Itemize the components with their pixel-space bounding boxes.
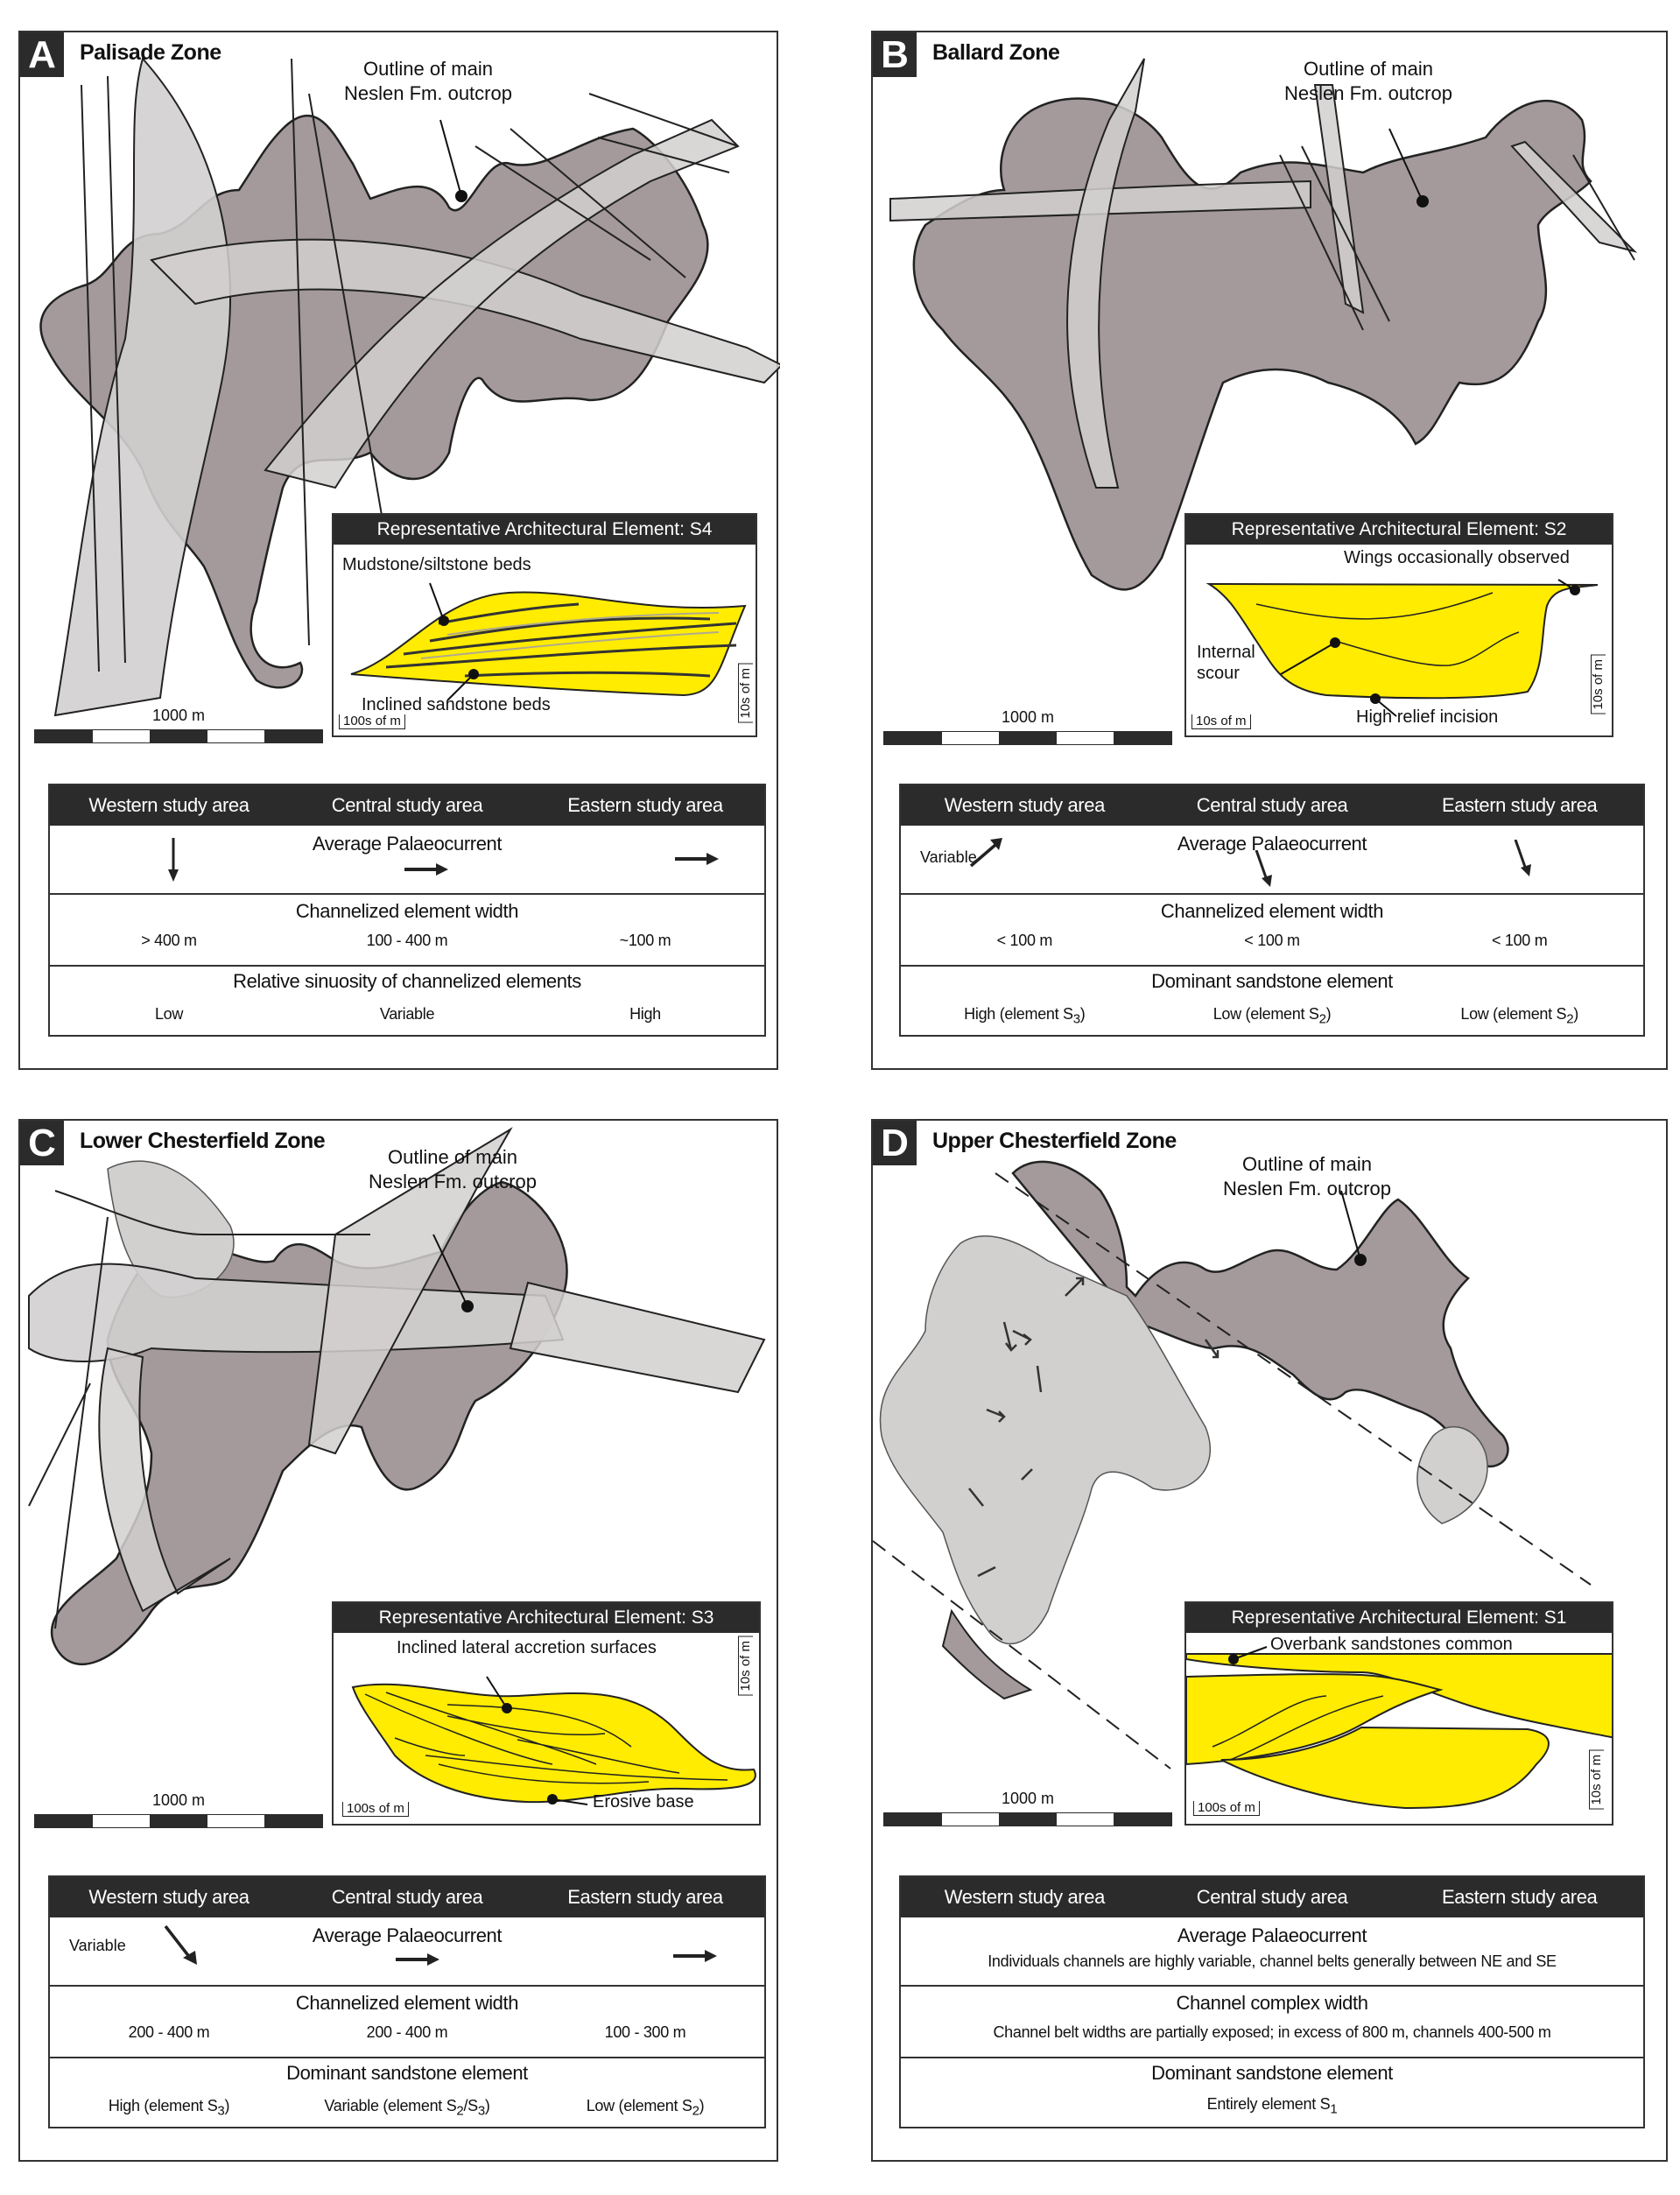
architectural-element-box	[1184, 1601, 1613, 1826]
scalebar: 1000 m	[34, 1791, 323, 1830]
width-row: Channelized element width 200 - 400 m 200 - 400 m 100 - 300 m	[50, 1985, 764, 2057]
element-label: High relief incision	[1356, 707, 1499, 727]
panel-letter-badge: A	[20, 32, 64, 77]
palaeocurrent-row: Average Palaeocurrent Individuals channels are highly variable, channel belts generally between NE and SE	[988, 1924, 1557, 1970]
sinuosity-row: Relative sinuosity of channelized elements Low Variable High	[50, 965, 764, 1035]
summary-table	[48, 1875, 766, 2128]
element-s1-diagram	[1186, 1633, 1613, 1826]
scalebar: 1000 m	[883, 708, 1172, 747]
zone-title: Palisade Zone	[80, 40, 221, 65]
arrow-east-icon	[675, 852, 721, 866]
variable-note: Variable	[69, 1937, 126, 1954]
panel-letter-badge: D	[873, 1121, 917, 1165]
outcrop-label: Outline of main Neslen Fm. outcrop	[344, 58, 512, 104]
summary-table	[899, 1875, 1645, 2128]
dominant-element-row: Dominant sandstone element High (element $S_3$) Variable (element $S_2/S_3$) Low (element $S_2$)	[50, 2057, 764, 2127]
horizontal-scale: 100s of m	[339, 714, 405, 729]
arrow-east-icon	[404, 862, 450, 876]
architectural-element-box	[332, 513, 757, 737]
width-row: Channel complex width Channel belt widths are partially exposed; in excess of 800 m, channels 400-500 m	[901, 1985, 1643, 2057]
outcrop-label: Outline of main Neslen Fm. outcrop	[1223, 1153, 1391, 1200]
summary-table	[899, 784, 1645, 1037]
horizontal-scale: 100s of m	[342, 1802, 409, 1817]
scalebar: 1000 m	[883, 1790, 1172, 1828]
arrow-south-southeast-icon	[1514, 840, 1535, 878]
element-header: Representative Architectural Element: S1	[1186, 1603, 1612, 1633]
vertical-scale: 10s of m	[738, 664, 753, 723]
arrow-south-southeast-icon	[1255, 850, 1276, 889]
arrow-east-icon	[673, 1949, 719, 1963]
element-label: Mudstone/siltstone beds	[342, 555, 531, 574]
panel-letter-badge: C	[20, 1121, 64, 1165]
element-header: Representative Architectural Element: S3	[334, 1603, 759, 1633]
table-header: Western study area Central study area Eastern study area	[50, 785, 764, 826]
dominant-element-row: Dominant sandstone element High (element $S_3$) Low (element $S_2$) Low (element $S_2$)	[901, 965, 1643, 1035]
panel-b-ballard-zone	[871, 31, 1668, 1070]
arrow-south-icon	[166, 838, 180, 883]
outcrop-label: Outline of main Neslen Fm. outcrop	[369, 1146, 537, 1192]
panel-c-lower-chesterfield-zone	[18, 1119, 778, 2162]
horizontal-scale: 100s of m	[1193, 1801, 1260, 1816]
vertical-scale: 10s of m	[1591, 655, 1606, 714]
arrow-southeast-icon	[164, 1924, 199, 1966]
element-label: Inclined lateral accretion surfaces	[397, 1638, 657, 1657]
vertical-scale: 10s of m	[1589, 1750, 1604, 1810]
element-header: Representative Architectural Element: S4	[334, 515, 756, 545]
element-label: scour	[1197, 664, 1240, 683]
element-label: Overbank sandstones common	[1270, 1635, 1513, 1654]
element-label: Internal	[1197, 643, 1255, 662]
table-header: Western study area Central study area Eastern study area	[901, 1877, 1643, 1917]
table-header: Western study area Central study area Eastern study area	[50, 1877, 764, 1917]
width-row: Channelized element width > 400 m 100 - 400 m ~100 m	[50, 893, 764, 965]
arrow-northeast-icon	[969, 836, 1004, 868]
zone-title: Ballard Zone	[932, 40, 1060, 65]
summary-table	[48, 784, 766, 1037]
architectural-element-box	[1184, 513, 1613, 737]
architectural-element-box	[332, 1601, 761, 1826]
width-row: Channelized element width < 100 m < 100 m < 100 m	[901, 893, 1643, 965]
variable-note: Variable	[920, 848, 977, 866]
element-label: Inclined sandstone beds	[362, 695, 551, 714]
table-header: Western study area Central study area Eastern study area	[901, 785, 1643, 826]
vertical-scale: 10s of m	[738, 1636, 753, 1696]
palaeocurrent-row: Average Palaeocurrent Variable	[50, 1917, 764, 1985]
palaeocurrent-row: Average Palaeocurrent	[50, 826, 764, 893]
element-s3-diagram	[334, 1633, 761, 1826]
zone-title: Lower Chesterfield Zone	[80, 1129, 326, 1153]
element-label: Wings occasionally observed	[1344, 548, 1570, 567]
element-label: Erosive base	[593, 1792, 694, 1812]
panel-a-palisade-zone	[18, 31, 778, 1070]
panel-letter-badge: B	[873, 32, 917, 77]
scalebar: 1000 m	[34, 707, 323, 745]
zone-title: Upper Chesterfield Zone	[932, 1129, 1177, 1153]
element-header: Representative Architectural Element: S2	[1186, 515, 1612, 545]
palaeocurrent-row: Average Palaeocurrent Variable	[901, 826, 1643, 893]
dominant-element-row: Dominant sandstone element Entirely element $S_1$	[901, 2057, 1643, 2127]
arrow-east-icon	[396, 1952, 441, 1966]
outcrop-label: Outline of main Neslen Fm. outcrop	[1284, 58, 1452, 104]
panel-d-upper-chesterfield-zone	[871, 1119, 1668, 2162]
horizontal-scale: 10s of m	[1191, 714, 1251, 729]
